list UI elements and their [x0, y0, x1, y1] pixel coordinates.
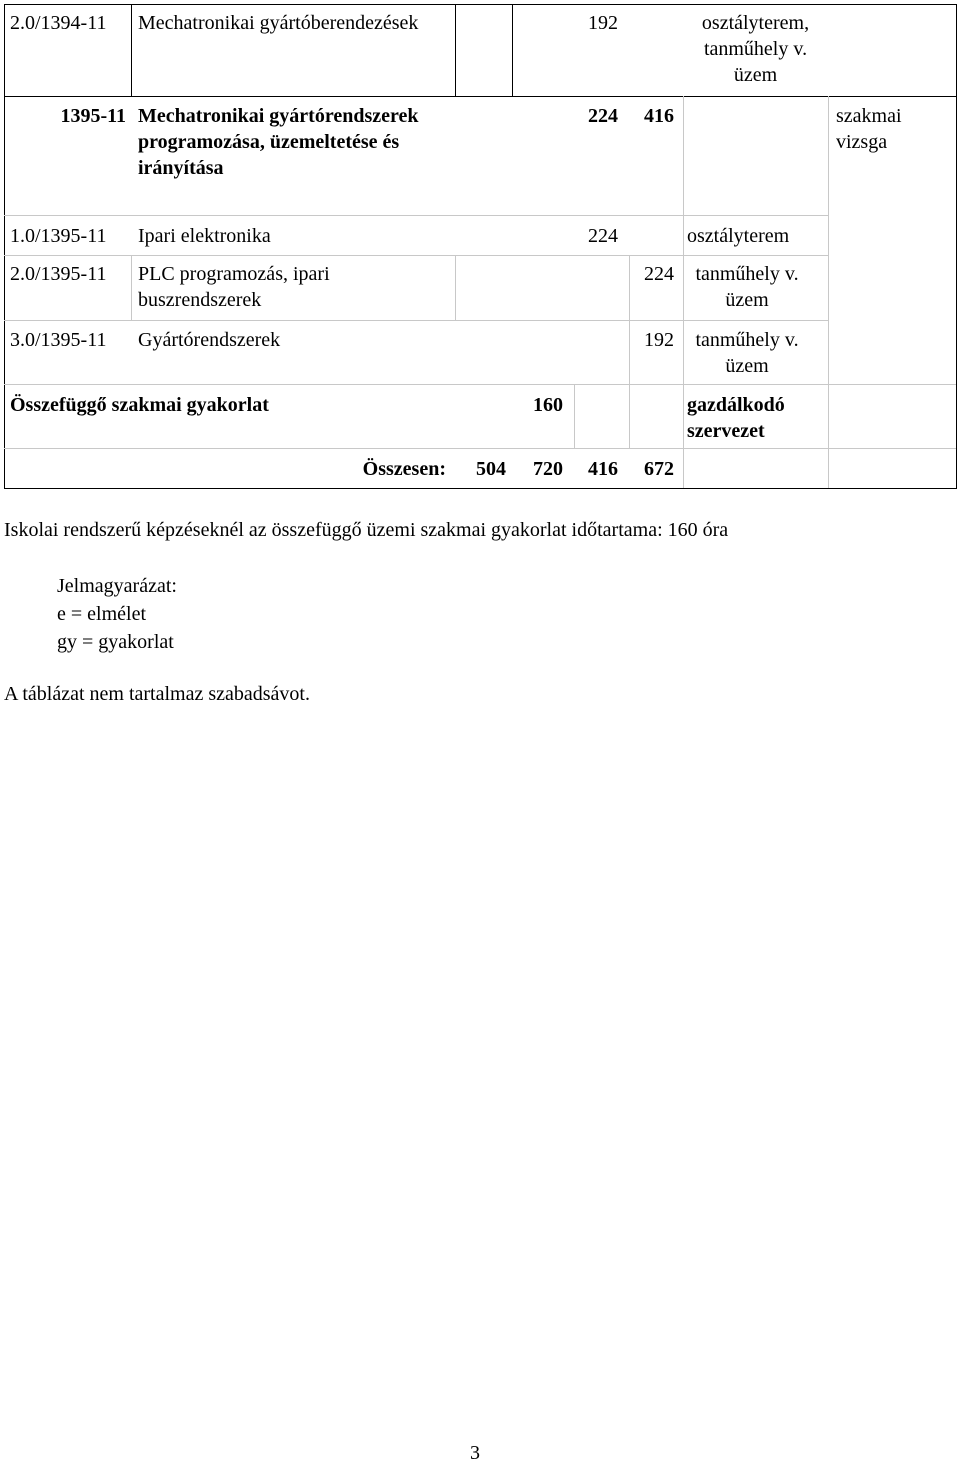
page-number: 3: [470, 1442, 480, 1464]
total-label: Összesen:: [362, 458, 446, 480]
module-name: Mechatronikai gyártórendszerek programozása, üzemeltetése és irányítása: [138, 105, 419, 179]
module-name: Ipari elektronika: [138, 225, 271, 247]
col-divider: [574, 384, 575, 448]
location: tanműhely v. üzem: [695, 329, 799, 377]
module-name: PLC programozás, ipari buszrendszerek: [138, 263, 330, 311]
col-divider: [455, 255, 456, 320]
practice-label: Összefüggő szakmai gyakorlat: [10, 394, 269, 416]
table-border-left: [4, 4, 5, 489]
hours-value: 192: [588, 12, 618, 34]
row-divider: [4, 448, 956, 449]
total-value: 416: [588, 458, 618, 480]
total-value: 720: [533, 458, 563, 480]
location: osztályterem, tanműhely v. üzem: [701, 12, 810, 86]
total-value: 672: [644, 458, 674, 480]
hours-value: 192: [644, 329, 674, 351]
module-code: 2.0/1394-11: [10, 12, 107, 34]
row-divider: [4, 215, 828, 216]
practice-location: gazdálkodó szervezet: [687, 394, 785, 442]
col-divider: [828, 96, 829, 488]
hours-value: 224: [644, 263, 674, 285]
col-divider: [512, 4, 513, 96]
hours-value: 224: [588, 225, 618, 247]
location: tanműhely v. üzem: [695, 263, 799, 311]
module-code: 1.0/1395-11: [10, 225, 107, 247]
module-code: 3.0/1395-11: [10, 329, 107, 351]
exam-type: szakmai vizsga: [836, 105, 902, 153]
hours-value: 224: [588, 105, 618, 127]
hours-value: 416: [644, 105, 674, 127]
row-divider: [4, 320, 828, 321]
legend: [57, 573, 177, 655]
col-divider: [455, 4, 456, 96]
row-divider: [4, 255, 828, 256]
table-border-right: [956, 4, 957, 489]
total-value: 504: [476, 458, 506, 480]
legend-item: e = elmélet: [57, 603, 147, 625]
col-divider: [131, 255, 132, 320]
row-divider: [4, 96, 956, 97]
module-name: Gyártórendszerek: [138, 329, 281, 351]
module-name: Mechatronikai gyártóberendezések: [138, 12, 419, 34]
legend-item: gy = gyakorlat: [57, 631, 174, 653]
practice-hours: 160: [533, 394, 563, 416]
table-border-bottom: [4, 488, 956, 489]
row-divider: [4, 384, 956, 385]
module-code: 2.0/1395-11: [10, 263, 107, 285]
col-divider: [131, 4, 132, 96]
footer-text: A táblázat nem tartalmaz szabadsávot.: [4, 683, 310, 705]
legend-title: Jelmagyarázat:: [57, 575, 177, 597]
note-text: Iskolai rendszerű képzéseknél az összefüggő üzemi szakmai gyakorlat időtartama: 160 óra: [4, 519, 729, 541]
table-border-top: [4, 4, 956, 5]
location: osztályterem: [687, 225, 790, 247]
module-code: 1395-11: [60, 105, 126, 127]
